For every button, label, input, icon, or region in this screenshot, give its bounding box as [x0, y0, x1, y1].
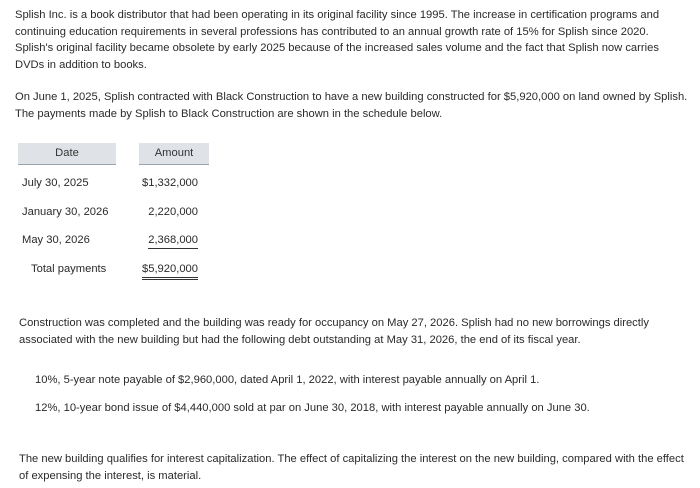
payment-date: May 30, 2026: [22, 234, 90, 246]
table-row: [18, 232, 208, 248]
header-amount: Amount: [139, 143, 209, 164]
total-label: Total payments: [31, 263, 107, 275]
header-date: Date: [18, 143, 116, 164]
payment-amount: 2,220,000: [148, 206, 198, 218]
debt-item-bond: 12%, 10-year bond issue of $4,440,000 sold at par on June 30, 2018, with interest payable annually on June 30.: [35, 402, 590, 414]
total-amount: $5,920,000: [142, 261, 198, 280]
payment-date: January 30, 2026: [22, 206, 109, 218]
contract-paragraph: On June 1, 2025, Splish contracted with Black Construction to have a new building constructed for $5,920,000 on land owned by Splish. The payments made by Splish to Black Construction are shown in the schedule below.: [15, 91, 688, 120]
payment-amount: $1,332,000: [142, 177, 198, 189]
table-row: [18, 175, 208, 191]
payment-amount: 2,368,000: [148, 232, 198, 249]
payment-schedule-table: [18, 143, 208, 283]
intro-paragraph: Splish Inc. is a book distributor that had been operating in its original facility since 1995. The increase in certification programs and continuing education requirements in several professions has contributed to an annual growth rate of 15% for Splish since 2020. Splish's original facility became obsolete by early 2025 because of the increased sales volume and the fact that Splish now carries DVDs in addition to books.: [15, 9, 660, 71]
total-row: [18, 261, 208, 277]
payment-date: July 30, 2025: [22, 177, 89, 189]
header-date-rule: [18, 164, 116, 165]
header-amount-rule: [139, 164, 209, 165]
qualifies-paragraph: The new building qualifies for interest capitalization. The effect of capitalizing the interest on the new building, compared with the effect of expensing the interest, is material.: [19, 453, 684, 482]
debt-item-note: 10%, 5-year note payable of $2,960,000, dated April 1, 2022, with interest payable annually on April 1.: [35, 374, 540, 386]
table-row: [18, 204, 208, 220]
completion-paragraph: Construction was completed and the building was ready for occupancy on May 27, 2026. Splish had no new borrowings directly associated with the new building but had the following debt outstanding at May 31, 2026, the end of its fiscal year.: [19, 317, 649, 346]
